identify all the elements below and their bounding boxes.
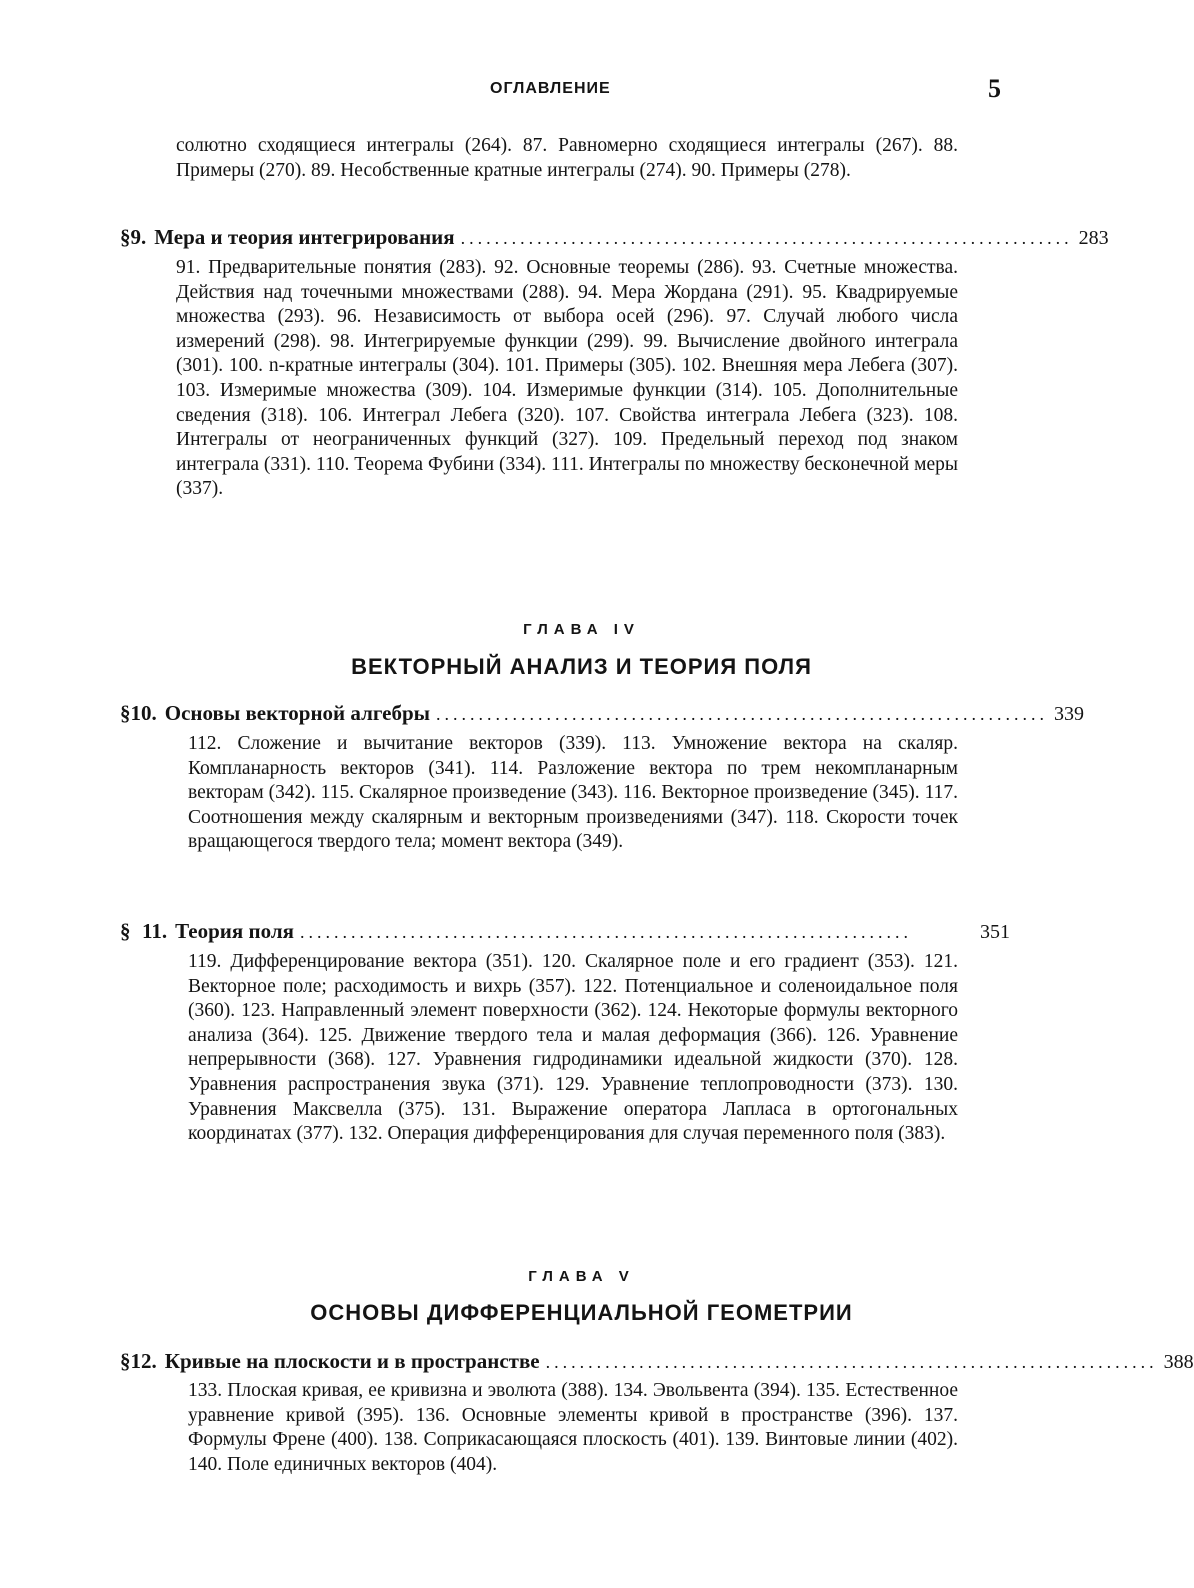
chapter-4-title: ВЕКТОРНЫЙ АНАЛИЗ И ТЕОРИЯ ПОЛЯ xyxy=(351,654,812,679)
leader-dots: ........................................................................ xyxy=(436,704,1049,724)
section-11-contents: 119. Дифференцирование вектора (351). 120. Скалярное поле и его градиент (353). 121. Векторное поле; расходимость и вихрь (357). 122. Потенциальное и соленоидальное поля (360). 123. Направленный элемент поверхности (362). 124. Некоторые формулы векторного анализа (364). 125. Движение твердого тела и малая деформация (366). 126. Уравнение непрерывности (368). 127. Уравнения гидродинамики идеальной жидкости (370). 128. Уравнения распространения звука (371). 129. Уравнение теплопроводности (373). 130. Уравнения Максвелла (375). 131. Выражение оператора Лапласа в ортогональных координатах (377). 132. Операция дифференцирования для случая переменного поля (383). xyxy=(188,951,958,1145)
section-page: 283 xyxy=(1078,227,1109,249)
section-9-contents: 91. Предварительные понятия (283). 92. Основные теоремы (286). 93. Счетные множества. Действия над точечными множествами (288). 94. Мера Жордана (291). 95. Квадрируемые множества (293). 96. Независимость от выбора осей (296). 97. Случай любого числа измерений (298). 98. Интегрируемые функции (299). 99. Вычисление двойного интеграла (301). 100. n-кратные интегралы (304). 101. Примеры (305). 102. Внешняя мера Лебега (307). 103. Измеримые множества (309). 104. Измеримые функции (314). 105. Дополнительные сведения (318). 106. Интеграл Лебега (320). 107. Свойства интеграла Лебега (323). 108. Интегралы от неограниченных функций (327). 109. Предельный переход под знаком интеграла (331). 110. Теорема Фубини (334). 111. Интегралы по множеству бесконечной меры (337). xyxy=(176,257,958,500)
section-10-heading[interactable] xyxy=(120,700,1085,727)
section-11-heading[interactable] xyxy=(120,918,1010,945)
section-sign: § xyxy=(120,919,131,943)
leader-dots: ........................................................................ xyxy=(299,922,912,942)
section-title: Кривые на плоскости и в пространстве xyxy=(164,1349,540,1373)
section-number: 9. xyxy=(130,225,147,249)
section-page: 339 xyxy=(1054,703,1085,725)
running-title: ОГЛАВЛЕНИЕ xyxy=(490,80,611,97)
leader-dots: ........................................................................ xyxy=(460,228,1073,248)
section-title: Основы векторной алгебры xyxy=(164,701,431,725)
section-number: 10. xyxy=(130,701,157,725)
section-title: Теория поля xyxy=(175,919,294,943)
section-sign: § xyxy=(120,1349,131,1373)
section-title: Мера и теория интегрирования xyxy=(154,225,455,249)
section-number: 12. xyxy=(130,1349,157,1373)
section-9-heading[interactable] xyxy=(120,224,1109,251)
section-sign: § xyxy=(120,225,131,249)
continuation-text: солютно сходящиеся интегралы (264). 87. Равномерно сходящиеся интегралы (267). 88. Примеры (270). 89. Несобственные кратные интегралы (274). 90. Примеры (278). xyxy=(176,135,958,181)
page-number: 5 xyxy=(988,74,1001,103)
section-12-contents: 133. Плоская кривая, ее кривизна и эволюта (388). 134. Эвольвента (394). 135. Естественное уравнение кривой (395). 136. Основные элементы кривой в пространстве (396). 137. Формулы Френе (400). 138. Соприкасающаяся плоскость (401). 139. Винтовые линии (402). 140. Поле единичных векторов (404). xyxy=(188,1380,958,1475)
chapter-4-label: ГЛАВА IV xyxy=(523,621,640,638)
chapter-5-title: ОСНОВЫ ДИФФЕРЕНЦИАЛЬНОЙ ГЕОМЕТРИИ xyxy=(310,1300,853,1325)
leader-dots: ........................................................................ xyxy=(545,1352,1158,1372)
section-number: 11. xyxy=(142,919,168,943)
section-page: 388 xyxy=(1163,1351,1194,1373)
section-12-heading[interactable] xyxy=(120,1348,1194,1375)
section-10-contents: 112. Сложение и вычитание векторов (339). 113. Умножение вектора на скаляр. Компланарность векторов (341). 114. Разложение вектора по трем некомпланарным векторам (342). 115. Скалярное произведение (343). 116. Векторное произведение (345). 117. Соотношения между скалярным и векторным произведениями (347). 118. Скорости точек вращающегося твердого тела; момент вектора (349). xyxy=(188,733,958,853)
section-page: 351 xyxy=(980,921,1010,943)
chapter-5-label: ГЛАВА V xyxy=(528,1268,635,1285)
section-sign: § xyxy=(120,701,131,725)
